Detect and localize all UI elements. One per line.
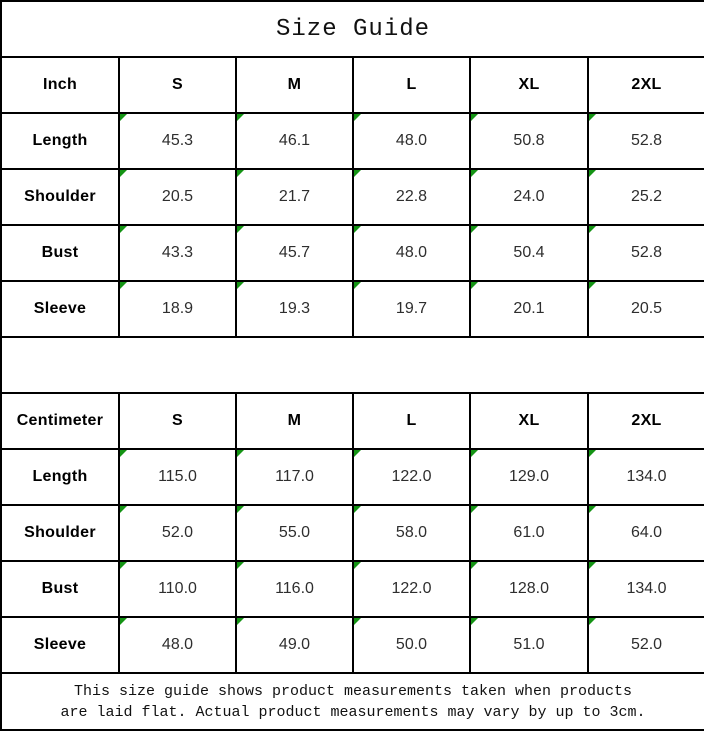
- cell-corner-flag-icon: [237, 562, 244, 569]
- size-value-cell: [236, 505, 353, 561]
- size-value: 110.0: [158, 580, 197, 597]
- footer-note: [1, 673, 704, 730]
- cell-corner-flag-icon: [237, 226, 244, 233]
- cell-corner-flag-icon: [589, 618, 596, 625]
- cell-corner-flag-icon: [120, 282, 127, 289]
- size-value-cell: [119, 281, 236, 337]
- size-value-cell: [353, 617, 470, 673]
- size-value: 52.0: [630, 636, 663, 653]
- cell-corner-flag-icon: [589, 114, 596, 121]
- cell-corner-flag-icon: [237, 170, 244, 177]
- size-value-cell: [470, 505, 588, 561]
- inch-header-row: [1, 57, 704, 113]
- size-value-cell: [470, 169, 588, 225]
- size-value-cell: [588, 561, 704, 617]
- cell-corner-flag-icon: [237, 450, 244, 457]
- size-value: 19.7: [395, 300, 428, 317]
- cell-corner-flag-icon: [589, 506, 596, 513]
- footer-row: [1, 673, 704, 730]
- column-header-xl: XL: [470, 57, 588, 113]
- size-value: 116.0: [275, 580, 314, 597]
- cell-corner-flag-icon: [354, 450, 361, 457]
- unit-header-centimeter: Centimeter: [1, 393, 119, 449]
- cell-corner-flag-icon: [120, 170, 127, 177]
- size-value: 52.8: [630, 244, 663, 261]
- size-value-cell: [119, 561, 236, 617]
- cell-corner-flag-icon: [120, 562, 127, 569]
- size-value: 52.0: [161, 524, 194, 541]
- measurement-label: Length: [1, 449, 119, 505]
- cell-corner-flag-icon: [237, 506, 244, 513]
- size-value-cell: [588, 449, 704, 505]
- title-row: [1, 1, 704, 57]
- size-value: 134.0: [626, 468, 667, 485]
- column-header-l: L: [353, 393, 470, 449]
- size-value-cell: [236, 281, 353, 337]
- cell-corner-flag-icon: [471, 114, 478, 121]
- cell-corner-flag-icon: [589, 170, 596, 177]
- measurement-label: Bust: [1, 225, 119, 281]
- size-value: 50.8: [513, 132, 545, 149]
- cell-corner-flag-icon: [237, 114, 244, 121]
- size-value-cell: [119, 505, 236, 561]
- table-row: [1, 617, 704, 673]
- cell-corner-flag-icon: [589, 226, 596, 233]
- size-value-cell: [236, 617, 353, 673]
- table-row: [1, 561, 704, 617]
- size-value: 48.0: [161, 636, 194, 653]
- size-value-cell: [588, 113, 704, 169]
- cell-corner-flag-icon: [354, 170, 361, 177]
- measurement-label: Length: [1, 113, 119, 169]
- size-value: 64.0: [630, 524, 663, 541]
- size-value: 49.0: [278, 636, 311, 653]
- measurement-label: Shoulder: [1, 505, 119, 561]
- size-value: 129.0: [508, 468, 550, 485]
- size-value-cell: [470, 617, 588, 673]
- size-value-cell: [470, 225, 588, 281]
- size-value: 50.0: [395, 636, 428, 653]
- size-value-cell: [236, 449, 353, 505]
- size-value: 45.7: [278, 244, 311, 261]
- cell-corner-flag-icon: [354, 226, 361, 233]
- column-header-2xl: 2XL: [588, 57, 704, 113]
- page-title: Size Guide: [1, 1, 704, 57]
- column-header-xl: XL: [470, 393, 588, 449]
- measurement-label: Sleeve: [1, 617, 119, 673]
- table-row: [1, 449, 704, 505]
- size-value-cell: [353, 113, 470, 169]
- cell-corner-flag-icon: [120, 618, 127, 625]
- unit-header-inch: Inch: [1, 57, 119, 113]
- size-value: 117.0: [275, 468, 314, 485]
- size-value: 122.0: [391, 580, 432, 597]
- column-header-s: S: [119, 393, 236, 449]
- cell-corner-flag-icon: [589, 282, 596, 289]
- size-value-cell: [588, 505, 704, 561]
- size-value: 122.0: [391, 468, 432, 485]
- size-value-cell: [353, 449, 470, 505]
- size-value-cell: [588, 617, 704, 673]
- cell-corner-flag-icon: [471, 226, 478, 233]
- table-row: [1, 225, 704, 281]
- size-value: 48.0: [395, 244, 428, 261]
- size-value-cell: [588, 225, 704, 281]
- cell-corner-flag-icon: [120, 506, 127, 513]
- footer-note-line-2: are laid flat. Actual product measurements may vary by up to 3cm.: [60, 703, 646, 721]
- size-value-cell: [470, 281, 588, 337]
- cell-corner-flag-icon: [237, 282, 244, 289]
- cell-corner-flag-icon: [589, 562, 596, 569]
- size-value: 43.3: [161, 244, 194, 261]
- size-value-cell: [353, 281, 470, 337]
- size-value-cell: [353, 561, 470, 617]
- size-value: 25.2: [630, 188, 663, 205]
- size-value-cell: [588, 169, 704, 225]
- column-header-m: M: [236, 393, 353, 449]
- centimeter-header-row: [1, 393, 704, 449]
- size-value-cell: [470, 449, 588, 505]
- size-value-cell: [236, 561, 353, 617]
- size-value-cell: [119, 113, 236, 169]
- cell-corner-flag-icon: [354, 506, 361, 513]
- size-value: 50.4: [513, 244, 545, 261]
- column-header-m: M: [236, 57, 353, 113]
- size-value: 20.1: [513, 300, 545, 317]
- size-value-cell: [470, 561, 588, 617]
- cell-corner-flag-icon: [471, 282, 478, 289]
- size-value-cell: [353, 225, 470, 281]
- column-header-2xl: 2XL: [588, 393, 704, 449]
- table-row: [1, 281, 704, 337]
- size-value: 115.0: [158, 468, 197, 485]
- size-value-cell: [236, 225, 353, 281]
- cell-corner-flag-icon: [471, 562, 478, 569]
- size-value: 18.9: [161, 300, 194, 317]
- size-value-cell: [119, 169, 236, 225]
- table-row: [1, 113, 704, 169]
- measurement-label: Shoulder: [1, 169, 119, 225]
- size-value: 58.0: [395, 524, 428, 541]
- spacer-cell: [1, 337, 704, 393]
- size-value-cell: [588, 281, 704, 337]
- size-value: 61.0: [513, 524, 545, 541]
- size-value: 134.0: [626, 580, 667, 597]
- cell-corner-flag-icon: [237, 618, 244, 625]
- size-value-cell: [119, 449, 236, 505]
- cell-corner-flag-icon: [354, 618, 361, 625]
- size-value: 20.5: [630, 300, 663, 317]
- cell-corner-flag-icon: [120, 226, 127, 233]
- size-value: 55.0: [278, 524, 311, 541]
- cell-corner-flag-icon: [354, 562, 361, 569]
- size-value: 51.0: [513, 636, 545, 653]
- size-value: 19.3: [278, 300, 311, 317]
- size-value: 46.1: [278, 132, 311, 149]
- size-value: 20.5: [161, 188, 194, 205]
- size-value-cell: [119, 225, 236, 281]
- spacer-row: [1, 337, 704, 393]
- footer-note-line-1: This size guide shows product measurements taken when products: [73, 682, 633, 700]
- size-value-cell: [119, 617, 236, 673]
- size-value-cell: [236, 113, 353, 169]
- size-value: 22.8: [395, 188, 428, 205]
- table-row: [1, 169, 704, 225]
- cell-corner-flag-icon: [471, 618, 478, 625]
- size-value: 45.3: [161, 132, 194, 149]
- cell-corner-flag-icon: [589, 450, 596, 457]
- size-value-cell: [353, 169, 470, 225]
- size-value-cell: [236, 169, 353, 225]
- size-value: 24.0: [513, 188, 545, 205]
- measurement-label: Bust: [1, 561, 119, 617]
- cell-corner-flag-icon: [471, 170, 478, 177]
- column-header-s: S: [119, 57, 236, 113]
- size-value: 52.8: [630, 132, 663, 149]
- size-value: 21.7: [278, 188, 311, 205]
- cell-corner-flag-icon: [471, 506, 478, 513]
- cell-corner-flag-icon: [120, 114, 127, 121]
- column-header-l: L: [353, 57, 470, 113]
- cell-corner-flag-icon: [354, 282, 361, 289]
- size-value: 128.0: [508, 580, 550, 597]
- cell-corner-flag-icon: [120, 450, 127, 457]
- cell-corner-flag-icon: [471, 450, 478, 457]
- table-row: [1, 505, 704, 561]
- measurement-label: Sleeve: [1, 281, 119, 337]
- size-value-cell: [353, 505, 470, 561]
- size-value-cell: [470, 113, 588, 169]
- cell-corner-flag-icon: [354, 114, 361, 121]
- size-value: 48.0: [395, 132, 428, 149]
